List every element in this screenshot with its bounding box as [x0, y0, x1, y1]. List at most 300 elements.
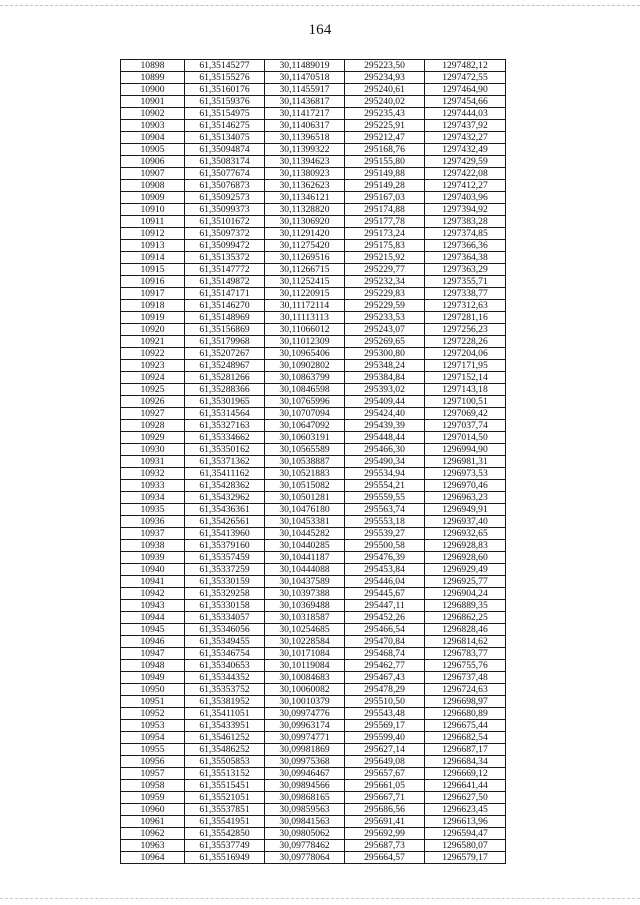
longitude-cell: 30,09975368: [265, 756, 345, 768]
point-number-cell: 10939: [121, 552, 185, 564]
longitude-cell: 30,11406317: [265, 120, 345, 132]
table-row: [121, 324, 506, 336]
x-coordinate-cell: 295269,65: [345, 336, 425, 348]
x-coordinate-cell: 295234,93: [345, 72, 425, 84]
y-coordinate-cell: 1297312,63: [425, 300, 506, 312]
point-number-cell: 10933: [121, 480, 185, 492]
x-coordinate-cell: 295232,34: [345, 276, 425, 288]
table-row: [121, 480, 506, 492]
point-number-cell: 10928: [121, 420, 185, 432]
y-coordinate-cell: 1297364,38: [425, 252, 506, 264]
latitude-cell: 61,35334057: [185, 612, 265, 624]
longitude-cell: 30,11489019: [265, 60, 345, 72]
point-number-cell: 10955: [121, 744, 185, 756]
point-number-cell: 10902: [121, 108, 185, 120]
y-coordinate-cell: 1297403,96: [425, 192, 506, 204]
latitude-cell: 61,35353752: [185, 684, 265, 696]
point-number-cell: 10919: [121, 312, 185, 324]
latitude-cell: 61,35179968: [185, 336, 265, 348]
point-number-cell: 10958: [121, 780, 185, 792]
table-row: [121, 768, 506, 780]
y-coordinate-cell: 1296737,48: [425, 672, 506, 684]
point-number-cell: 10937: [121, 528, 185, 540]
x-coordinate-cell: 295229,83: [345, 288, 425, 300]
table-row: [121, 312, 506, 324]
latitude-cell: 61,35092573: [185, 192, 265, 204]
table-row: [121, 756, 506, 768]
latitude-cell: 61,35146270: [185, 300, 265, 312]
longitude-cell: 30,10397388: [265, 588, 345, 600]
longitude-cell: 30,10440285: [265, 540, 345, 552]
table-row: [121, 660, 506, 672]
point-number-cell: 10952: [121, 708, 185, 720]
latitude-cell: 61,35134075: [185, 132, 265, 144]
longitude-cell: 30,10647092: [265, 420, 345, 432]
x-coordinate-cell: 295539,27: [345, 528, 425, 540]
point-number-cell: 10914: [121, 252, 185, 264]
y-coordinate-cell: 1296627,50: [425, 792, 506, 804]
longitude-cell: 30,11252415: [265, 276, 345, 288]
y-coordinate-cell: 1297152,14: [425, 372, 506, 384]
table-row: [121, 672, 506, 684]
longitude-cell: 30,09868165: [265, 792, 345, 804]
point-number-cell: 10915: [121, 264, 185, 276]
y-coordinate-cell: 1296669,12: [425, 768, 506, 780]
longitude-cell: 30,11266715: [265, 264, 345, 276]
latitude-cell: 61,35371362: [185, 456, 265, 468]
point-number-cell: 10922: [121, 348, 185, 360]
longitude-cell: 30,10441187: [265, 552, 345, 564]
latitude-cell: 61,35428362: [185, 480, 265, 492]
y-coordinate-cell: 1297281,16: [425, 312, 506, 324]
point-number-cell: 10899: [121, 72, 185, 84]
point-number-cell: 10961: [121, 816, 185, 828]
latitude-cell: 61,35154975: [185, 108, 265, 120]
x-coordinate-cell: 295447,11: [345, 600, 425, 612]
latitude-cell: 61,35542850: [185, 828, 265, 840]
longitude-cell: 30,11417217: [265, 108, 345, 120]
y-coordinate-cell: 1296698,97: [425, 696, 506, 708]
table-row: [121, 744, 506, 756]
point-number-cell: 10932: [121, 468, 185, 480]
y-coordinate-cell: 1296623,45: [425, 804, 506, 816]
table-row: [121, 108, 506, 120]
point-number-cell: 10948: [121, 660, 185, 672]
x-coordinate-cell: 295240,02: [345, 96, 425, 108]
x-coordinate-cell: 295476,39: [345, 552, 425, 564]
y-coordinate-cell: 1297412,27: [425, 180, 506, 192]
latitude-cell: 61,35094874: [185, 144, 265, 156]
y-coordinate-cell: 1296973,53: [425, 468, 506, 480]
point-number-cell: 10924: [121, 372, 185, 384]
y-coordinate-cell: 1297204,06: [425, 348, 506, 360]
latitude-cell: 61,35461252: [185, 732, 265, 744]
y-coordinate-cell: 1297338,77: [425, 288, 506, 300]
longitude-cell: 30,11220915: [265, 288, 345, 300]
longitude-cell: 30,09778064: [265, 852, 345, 864]
x-coordinate-cell: 295243,07: [345, 324, 425, 336]
longitude-cell: 30,10445282: [265, 528, 345, 540]
x-coordinate-cell: 295559,55: [345, 492, 425, 504]
x-coordinate-cell: 295534,94: [345, 468, 425, 480]
point-number-cell: 10918: [121, 300, 185, 312]
y-coordinate-cell: 1296904,24: [425, 588, 506, 600]
longitude-cell: 30,11113113: [265, 312, 345, 324]
latitude-cell: 61,35515451: [185, 780, 265, 792]
longitude-cell: 30,11172114: [265, 300, 345, 312]
y-coordinate-cell: 1297355,71: [425, 276, 506, 288]
x-coordinate-cell: 295490,34: [345, 456, 425, 468]
table-row: [121, 684, 506, 696]
table-row: [121, 564, 506, 576]
latitude-cell: 61,35097372: [185, 228, 265, 240]
latitude-cell: 61,35344352: [185, 672, 265, 684]
y-coordinate-cell: 1296724,63: [425, 684, 506, 696]
x-coordinate-cell: 295149,88: [345, 168, 425, 180]
y-coordinate-cell: 1296680,89: [425, 708, 506, 720]
y-coordinate-cell: 1297454,66: [425, 96, 506, 108]
table-row: [121, 504, 506, 516]
table-row: [121, 444, 506, 456]
latitude-cell: 61,35432962: [185, 492, 265, 504]
table-row: [121, 588, 506, 600]
latitude-cell: 61,35083174: [185, 156, 265, 168]
y-coordinate-cell: 1297037,74: [425, 420, 506, 432]
x-coordinate-cell: 295229,59: [345, 300, 425, 312]
x-coordinate-cell: 295235,43: [345, 108, 425, 120]
longitude-cell: 30,11470518: [265, 72, 345, 84]
table-row: [121, 240, 506, 252]
x-coordinate-cell: 295553,18: [345, 516, 425, 528]
latitude-cell: 61,35381952: [185, 696, 265, 708]
table-row: [121, 528, 506, 540]
x-coordinate-cell: 295348,24: [345, 360, 425, 372]
x-coordinate-cell: 295167,03: [345, 192, 425, 204]
longitude-cell: 30,10863799: [265, 372, 345, 384]
y-coordinate-cell: 1296594,47: [425, 828, 506, 840]
longitude-cell: 30,10060082: [265, 684, 345, 696]
point-number-cell: 10941: [121, 576, 185, 588]
y-coordinate-cell: 1297472,55: [425, 72, 506, 84]
coordinates-table-body: [121, 60, 506, 864]
latitude-cell: 61,35314564: [185, 408, 265, 420]
longitude-cell: 30,11275420: [265, 240, 345, 252]
y-coordinate-cell: 1296675,44: [425, 720, 506, 732]
point-number-cell: 10904: [121, 132, 185, 144]
x-coordinate-cell: 295692,99: [345, 828, 425, 840]
point-number-cell: 10964: [121, 852, 185, 864]
latitude-cell: 61,35329258: [185, 588, 265, 600]
y-coordinate-cell: 1296814,62: [425, 636, 506, 648]
y-coordinate-cell: 1296994,90: [425, 444, 506, 456]
table-row: [121, 828, 506, 840]
longitude-cell: 30,10707094: [265, 408, 345, 420]
point-number-cell: 10947: [121, 648, 185, 660]
x-coordinate-cell: 295452,26: [345, 612, 425, 624]
y-coordinate-cell: 1296755,76: [425, 660, 506, 672]
latitude-cell: 61,35101672: [185, 216, 265, 228]
latitude-cell: 61,35505853: [185, 756, 265, 768]
table-row: [121, 408, 506, 420]
table-row: [121, 288, 506, 300]
x-coordinate-cell: 295470,84: [345, 636, 425, 648]
point-number-cell: 10901: [121, 96, 185, 108]
point-number-cell: 10905: [121, 144, 185, 156]
longitude-cell: 30,09946467: [265, 768, 345, 780]
table-row: [121, 432, 506, 444]
coordinates-table: [120, 59, 506, 864]
longitude-cell: 30,11380923: [265, 168, 345, 180]
latitude-cell: 61,35413960: [185, 528, 265, 540]
table-row: [121, 636, 506, 648]
latitude-cell: 61,35349455: [185, 636, 265, 648]
point-number-cell: 10903: [121, 120, 185, 132]
longitude-cell: 30,11394623: [265, 156, 345, 168]
y-coordinate-cell: 1296684,34: [425, 756, 506, 768]
point-number-cell: 10943: [121, 600, 185, 612]
longitude-cell: 30,11012309: [265, 336, 345, 348]
latitude-cell: 61,35160176: [185, 84, 265, 96]
longitude-cell: 30,10538887: [265, 456, 345, 468]
y-coordinate-cell: 1296682,54: [425, 732, 506, 744]
y-coordinate-cell: 1297437,92: [425, 120, 506, 132]
table-row: [121, 456, 506, 468]
longitude-cell: 30,10501281: [265, 492, 345, 504]
latitude-cell: 61,35077674: [185, 168, 265, 180]
x-coordinate-cell: 295439,39: [345, 420, 425, 432]
point-number-cell: 10925: [121, 384, 185, 396]
table-row: [121, 816, 506, 828]
x-coordinate-cell: 295155,80: [345, 156, 425, 168]
point-number-cell: 10913: [121, 240, 185, 252]
point-number-cell: 10911: [121, 216, 185, 228]
table-row: [121, 228, 506, 240]
table-row: [121, 792, 506, 804]
point-number-cell: 10907: [121, 168, 185, 180]
latitude-cell: 61,35099373: [185, 204, 265, 216]
y-coordinate-cell: 1297014,50: [425, 432, 506, 444]
point-number-cell: 10959: [121, 792, 185, 804]
longitude-cell: 30,11346121: [265, 192, 345, 204]
latitude-cell: 61,35537749: [185, 840, 265, 852]
x-coordinate-cell: 295384,84: [345, 372, 425, 384]
point-number-cell: 10953: [121, 720, 185, 732]
latitude-cell: 61,35149872: [185, 276, 265, 288]
point-number-cell: 10900: [121, 84, 185, 96]
point-number-cell: 10921: [121, 336, 185, 348]
scan-edge-top: [0, 0, 640, 6]
latitude-cell: 61,35426561: [185, 516, 265, 528]
x-coordinate-cell: 295543,48: [345, 708, 425, 720]
y-coordinate-cell: 1296963,23: [425, 492, 506, 504]
point-number-cell: 10929: [121, 432, 185, 444]
x-coordinate-cell: 295453,84: [345, 564, 425, 576]
table-row: [121, 120, 506, 132]
longitude-cell: 30,09778462: [265, 840, 345, 852]
y-coordinate-cell: 1297432,27: [425, 132, 506, 144]
y-coordinate-cell: 1297394,92: [425, 204, 506, 216]
table-row: [121, 360, 506, 372]
longitude-cell: 30,10765996: [265, 396, 345, 408]
table-row: [121, 576, 506, 588]
latitude-cell: 61,35330159: [185, 576, 265, 588]
x-coordinate-cell: 295462,77: [345, 660, 425, 672]
table-row: [121, 180, 506, 192]
point-number-cell: 10898: [121, 60, 185, 72]
point-number-cell: 10908: [121, 180, 185, 192]
y-coordinate-cell: 1296580,07: [425, 840, 506, 852]
point-number-cell: 10916: [121, 276, 185, 288]
longitude-cell: 30,10515082: [265, 480, 345, 492]
x-coordinate-cell: 295664,57: [345, 852, 425, 864]
latitude-cell: 61,35248967: [185, 360, 265, 372]
table-row: [121, 60, 506, 72]
longitude-cell: 30,10603191: [265, 432, 345, 444]
point-number-cell: 10963: [121, 840, 185, 852]
latitude-cell: 61,35156869: [185, 324, 265, 336]
y-coordinate-cell: 1296925,77: [425, 576, 506, 588]
x-coordinate-cell: 295691,41: [345, 816, 425, 828]
y-coordinate-cell: 1296889,35: [425, 600, 506, 612]
scan-edge-bottom: [0, 898, 640, 905]
table-row: [121, 216, 506, 228]
latitude-cell: 61,35207267: [185, 348, 265, 360]
x-coordinate-cell: 295240,61: [345, 84, 425, 96]
table-row: [121, 372, 506, 384]
longitude-cell: 30,09805062: [265, 828, 345, 840]
point-number-cell: 10951: [121, 696, 185, 708]
latitude-cell: 61,35346056: [185, 624, 265, 636]
longitude-cell: 30,11269516: [265, 252, 345, 264]
table-row: [121, 552, 506, 564]
latitude-cell: 61,35346754: [185, 648, 265, 660]
table-row: [121, 132, 506, 144]
point-number-cell: 10920: [121, 324, 185, 336]
table-row: [121, 168, 506, 180]
x-coordinate-cell: 295466,30: [345, 444, 425, 456]
y-coordinate-cell: 1297171,95: [425, 360, 506, 372]
longitude-cell: 30,11328820: [265, 204, 345, 216]
x-coordinate-cell: 295649,08: [345, 756, 425, 768]
table-row: [121, 192, 506, 204]
y-coordinate-cell: 1297444,03: [425, 108, 506, 120]
latitude-cell: 61,35516949: [185, 852, 265, 864]
y-coordinate-cell: 1297383,28: [425, 216, 506, 228]
table-row: [121, 780, 506, 792]
table-row: [121, 648, 506, 660]
x-coordinate-cell: 295448,44: [345, 432, 425, 444]
x-coordinate-cell: 295563,74: [345, 504, 425, 516]
y-coordinate-cell: 1296641,44: [425, 780, 506, 792]
latitude-cell: 61,35147772: [185, 264, 265, 276]
point-number-cell: 10945: [121, 624, 185, 636]
longitude-cell: 30,10119084: [265, 660, 345, 672]
latitude-cell: 61,35513152: [185, 768, 265, 780]
table-row: [121, 612, 506, 624]
table-row: [121, 300, 506, 312]
y-coordinate-cell: 1296970,46: [425, 480, 506, 492]
y-coordinate-cell: 1296828,46: [425, 624, 506, 636]
x-coordinate-cell: 295554,21: [345, 480, 425, 492]
y-coordinate-cell: 1297100,51: [425, 396, 506, 408]
point-number-cell: 10934: [121, 492, 185, 504]
table-row: [121, 720, 506, 732]
longitude-cell: 30,10846598: [265, 384, 345, 396]
table-row: [121, 384, 506, 396]
longitude-cell: 30,10318587: [265, 612, 345, 624]
latitude-cell: 61,35135372: [185, 252, 265, 264]
x-coordinate-cell: 295569,17: [345, 720, 425, 732]
table-row: [121, 732, 506, 744]
point-number-cell: 10938: [121, 540, 185, 552]
point-number-cell: 10931: [121, 456, 185, 468]
x-coordinate-cell: 295478,29: [345, 684, 425, 696]
y-coordinate-cell: 1297143,18: [425, 384, 506, 396]
longitude-cell: 30,10084683: [265, 672, 345, 684]
point-number-cell: 10957: [121, 768, 185, 780]
x-coordinate-cell: 295175,83: [345, 240, 425, 252]
x-coordinate-cell: 295424,40: [345, 408, 425, 420]
point-number-cell: 10926: [121, 396, 185, 408]
x-coordinate-cell: 295223,50: [345, 60, 425, 72]
point-number-cell: 10962: [121, 828, 185, 840]
table-row: [121, 144, 506, 156]
longitude-cell: 30,10171084: [265, 648, 345, 660]
latitude-cell: 61,35337259: [185, 564, 265, 576]
x-coordinate-cell: 295466,54: [345, 624, 425, 636]
y-coordinate-cell: 1296949,91: [425, 504, 506, 516]
table-row: [121, 696, 506, 708]
latitude-cell: 61,35350162: [185, 444, 265, 456]
x-coordinate-cell: 295177,78: [345, 216, 425, 228]
longitude-cell: 30,11396518: [265, 132, 345, 144]
y-coordinate-cell: 1297363,29: [425, 264, 506, 276]
longitude-cell: 30,09981869: [265, 744, 345, 756]
x-coordinate-cell: 295300,80: [345, 348, 425, 360]
latitude-cell: 61,35147171: [185, 288, 265, 300]
latitude-cell: 61,35541951: [185, 816, 265, 828]
x-coordinate-cell: 295468,74: [345, 648, 425, 660]
table-row: [121, 264, 506, 276]
latitude-cell: 61,35159376: [185, 96, 265, 108]
latitude-cell: 61,35327163: [185, 420, 265, 432]
y-coordinate-cell: 1296862,25: [425, 612, 506, 624]
table-row: [121, 348, 506, 360]
x-coordinate-cell: 295667,71: [345, 792, 425, 804]
y-coordinate-cell: 1296928,60: [425, 552, 506, 564]
longitude-cell: 30,09841563: [265, 816, 345, 828]
x-coordinate-cell: 295687,73: [345, 840, 425, 852]
x-coordinate-cell: 295173,24: [345, 228, 425, 240]
table-row: [121, 468, 506, 480]
point-number-cell: 10910: [121, 204, 185, 216]
table-row: [121, 516, 506, 528]
longitude-cell: 30,10902802: [265, 360, 345, 372]
y-coordinate-cell: 1297069,42: [425, 408, 506, 420]
y-coordinate-cell: 1296613,96: [425, 816, 506, 828]
x-coordinate-cell: 295467,43: [345, 672, 425, 684]
y-coordinate-cell: 1296937,40: [425, 516, 506, 528]
point-number-cell: 10949: [121, 672, 185, 684]
point-number-cell: 10917: [121, 288, 185, 300]
longitude-cell: 30,10476180: [265, 504, 345, 516]
y-coordinate-cell: 1296928,83: [425, 540, 506, 552]
x-coordinate-cell: 295149,28: [345, 180, 425, 192]
table-row: [121, 156, 506, 168]
coordinates-table-wrapper: [120, 59, 506, 864]
latitude-cell: 61,35145277: [185, 60, 265, 72]
table-row: [121, 852, 506, 864]
